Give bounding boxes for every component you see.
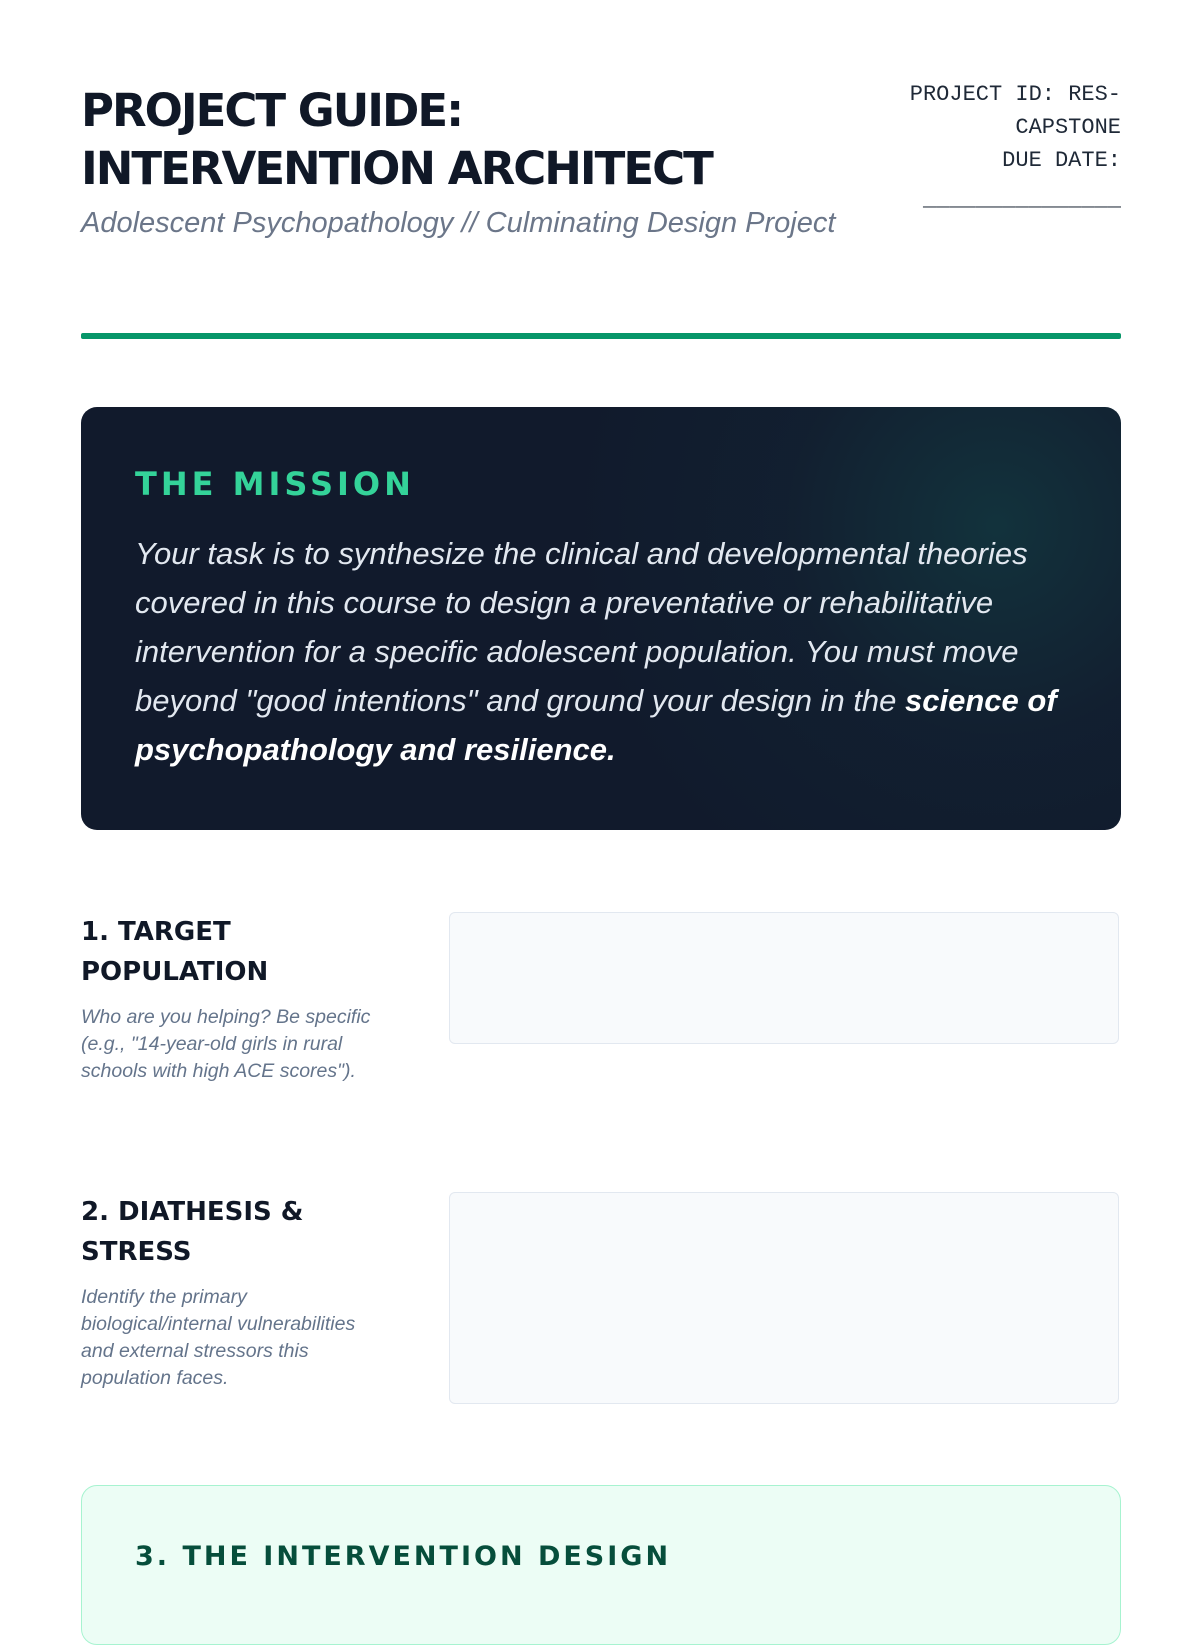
project-id-line-1: PROJECT ID: RES- (909, 82, 1121, 107)
section-target-population (81, 912, 1121, 1122)
diathesis-stress-answer-box[interactable] (449, 1192, 1119, 1404)
title-line-1: PROJECT GUIDE: (81, 84, 463, 137)
section-heading-line-1: 2. DIATHESIS & (81, 1197, 304, 1227)
title-line-2: INTERVENTION ARCHITECT (81, 142, 712, 195)
section-description: Identify the primary biological/internal vulnerabilities and external stressors this population faces. (81, 1286, 356, 1389)
section-diathesis-stress (81, 1192, 1121, 1422)
section-heading (81, 912, 381, 992)
mission-card (81, 407, 1121, 830)
section-description: Who are you helping? Be specific (e.g., "14-year-old girls in rural schools with high ACE scores"). (81, 1006, 371, 1082)
due-date-label: DUE DATE: (1002, 148, 1121, 173)
project-id-line-2: CAPSTONE (1015, 115, 1121, 140)
mission-text-plain: Your task is to synthesize the clinical and developmental theories covered in this course to design a preventative or rehabilitative intervention for a specific adolescent population. You must move beyond "good intentions" and ground your design in the (135, 536, 1028, 718)
due-date-field[interactable]: _______________ (922, 187, 1121, 212)
project-meta (891, 78, 1121, 216)
page-title (81, 82, 841, 198)
mission-text (135, 529, 1070, 774)
section-heading-line-1: 1. TARGET (81, 917, 231, 947)
mission-text-emphasis: science of psychopathology and resilience. (135, 683, 1057, 767)
page-header (81, 0, 1121, 345)
project-guide-page (81, 0, 1121, 1572)
header-divider (81, 333, 1121, 339)
intervention-design-card (81, 1485, 1121, 1645)
intervention-title: 3. THE INTERVENTION DESIGN (135, 1541, 672, 1572)
page-subtitle: Adolescent Psychopathology // Culminating Design Project (81, 207, 836, 239)
section-heading (81, 1192, 381, 1272)
section-heading-line-2: POPULATION (81, 957, 269, 987)
mission-title: THE MISSION (135, 465, 415, 503)
section-heading-line-2: STRESS (81, 1237, 192, 1267)
target-population-answer-box[interactable] (449, 912, 1119, 1044)
